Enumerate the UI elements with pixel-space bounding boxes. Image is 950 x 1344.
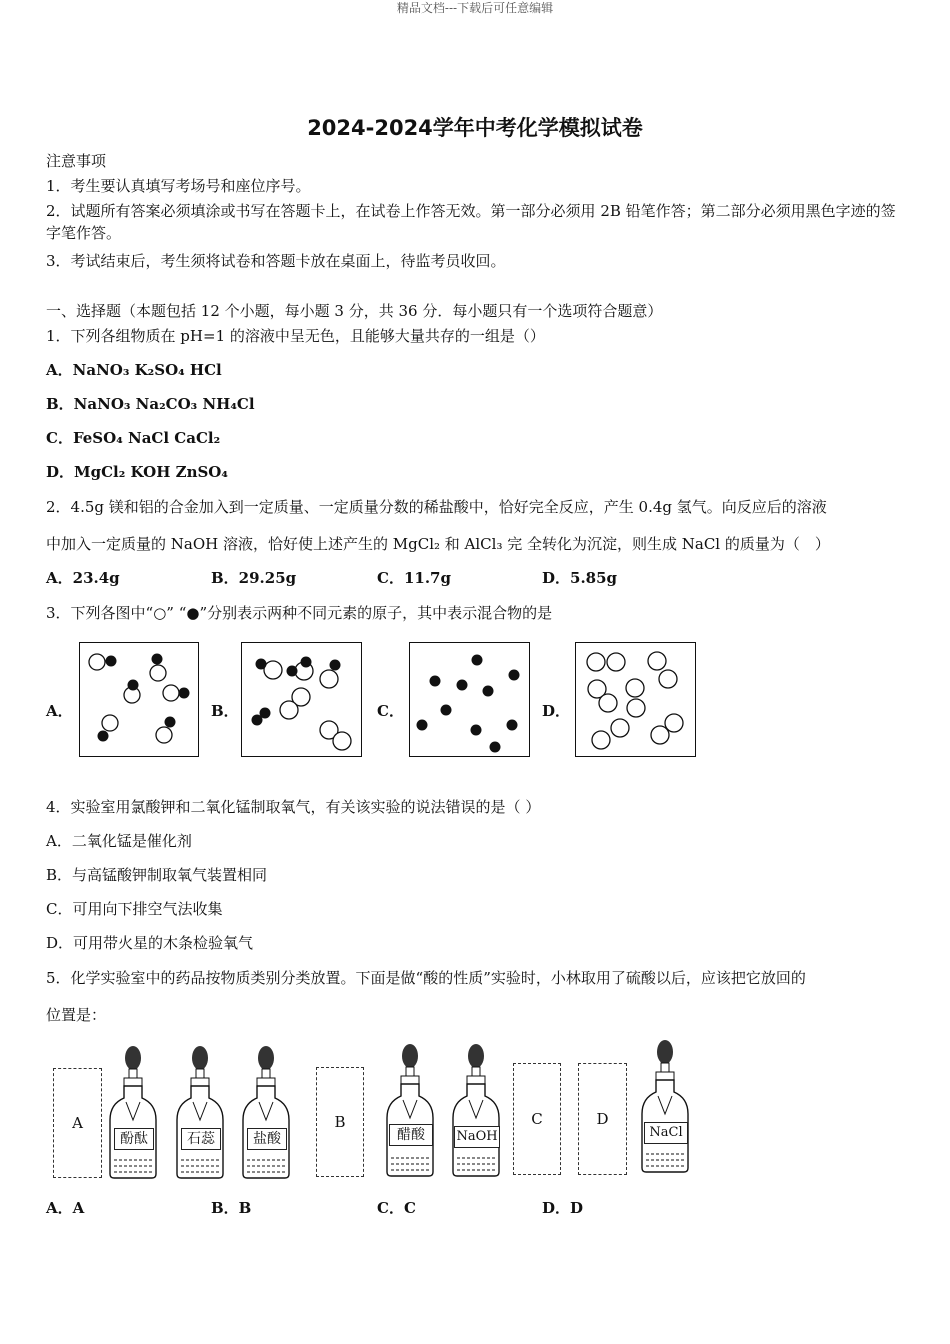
bottle-sodium-chloride [640, 1036, 690, 1174]
q3-figure-c [409, 642, 530, 757]
shelf-slot-d: D [578, 1063, 627, 1175]
q3-label-d: D． [542, 702, 571, 720]
q5-stem-2: 位置是： [46, 1006, 107, 1024]
q3-figure-b [241, 642, 362, 757]
shelf-slot-a: A [53, 1068, 102, 1178]
q3-figure-a [79, 642, 199, 757]
section-heading: 一、选择题（本题包括 12 个小题，每小题 3 分，共 36 分．每小题只有一个选项符合题意） [46, 302, 663, 320]
notes-heading: 注意事项 [46, 152, 107, 170]
q2-option-d: D．5.85g [542, 569, 618, 587]
bottle-label: 酚酞 [114, 1128, 154, 1150]
q2-option-c: C．11.7g [377, 569, 451, 587]
q5-option-d: D．D [542, 1199, 584, 1217]
dropper-bottle-icon [640, 1036, 690, 1174]
atom-diagram-d [576, 643, 695, 756]
bottle-hydrochloric-acid [241, 1042, 291, 1180]
q2-stem-1: 2．4.5g 镁和铝的合金加入到一定质量、一定质量分数的稀盐酸中，恰好完全反应，产生 0.4g 氢气。向反应后的溶液 [46, 498, 827, 516]
q4-option-d: D．可用带火星的木条检验氧气 [46, 934, 254, 952]
atom-diagram-c [410, 643, 529, 756]
page-title: 2024-2024学年中考化学模拟试卷 [307, 116, 643, 140]
bottle-label: 盐酸 [247, 1128, 287, 1150]
q3-label-b: B． [211, 702, 239, 720]
note-1: 1．考生要认真填写考场号和座位序号。 [46, 177, 311, 195]
dropper-bottle-icon [451, 1040, 501, 1178]
q1-option-c: C．FeSO₄ NaCl CaCl₂ [46, 429, 221, 447]
q3-label-a: A． [46, 702, 73, 720]
dropper-bottle-icon [108, 1042, 158, 1180]
q1-option-a: A．NaNO₃ K₂SO₄ HCl [46, 361, 222, 379]
bottle-label: NaOH [454, 1126, 500, 1148]
q1-option-b: B．NaNO₃ Na₂CO₃ NH₄Cl [46, 395, 255, 413]
bottle-sodium-hydroxide [451, 1040, 501, 1178]
bottle-phenolphthalein [108, 1042, 158, 1180]
q3-label-c: C． [377, 702, 404, 720]
note-3: 3．考试结束后，考生须将试卷和答题卡放在桌面上，待监考员收回。 [46, 252, 506, 270]
shelf-slot-c: C [513, 1063, 561, 1175]
q4-option-a: A．二氧化锰是催化剂 [46, 832, 192, 850]
q2-option-a: A．23.4g [46, 569, 120, 587]
shelf-slot-b: B [316, 1067, 364, 1177]
q5-option-a: A．A [46, 1199, 85, 1217]
q2-stem-2: 中加入一定质量的 NaOH 溶液，恰好使上述产生的 MgCl₂ 和 AlCl₃ 完 全转化为沉淀，则生成 NaCl 的质量为（ ） [46, 535, 830, 553]
q4-stem: 4．实验室用氯酸钾和二氧化锰制取氧气，有关该实验的说法错误的是（ ） [46, 798, 541, 816]
bottle-label: NaCl [644, 1122, 688, 1144]
q1-stem: 1．下列各组物质在 pH=1 的溶液中呈无色，且能够大量共存的一组是（） [46, 327, 545, 345]
bottle-label: 醋酸 [389, 1124, 433, 1146]
q5-option-c: C．C [377, 1199, 416, 1217]
page-header: 精品文档---下载后可任意编辑 [396, 1, 554, 15]
bottle-litmus [175, 1042, 225, 1180]
q5-option-b: B．B [211, 1199, 252, 1217]
bottle-acetic-acid [385, 1040, 435, 1178]
dropper-bottle-icon [175, 1042, 225, 1180]
note-2: 2．试题所有答案必须填涂或书写在答题卡上，在试卷上作答无效。第一部分必须用 2B 铅笔作答；第二部分必须用黑色字迹的签字笔作答。 [46, 202, 896, 242]
q1-option-d: D．MgCl₂ KOH ZnSO₄ [46, 463, 228, 481]
bottle-label: 石蕊 [181, 1128, 221, 1150]
q2-option-b: B．29.25g [211, 569, 297, 587]
q3-figure-d [575, 642, 696, 757]
dropper-bottle-icon [241, 1042, 291, 1180]
atom-diagram-b [242, 643, 361, 756]
q4-option-b: B．与高锰酸钾制取氧气装置相同 [46, 866, 268, 884]
q5-stem-1: 5．化学实验室中的药品按物质类别分类放置。下面是做“酸的性质”实验时，小林取用了硫酸以后，应该把它放回的 [46, 969, 806, 987]
q4-option-c: C．可用向下排空气法收集 [46, 900, 223, 918]
dropper-bottle-icon [385, 1040, 435, 1178]
q3-stem: 3．下列各图中“○” “●”分别表示两种不同元素的原子，其中表示混合物的是 [46, 604, 553, 622]
atom-diagram-a [80, 643, 198, 756]
